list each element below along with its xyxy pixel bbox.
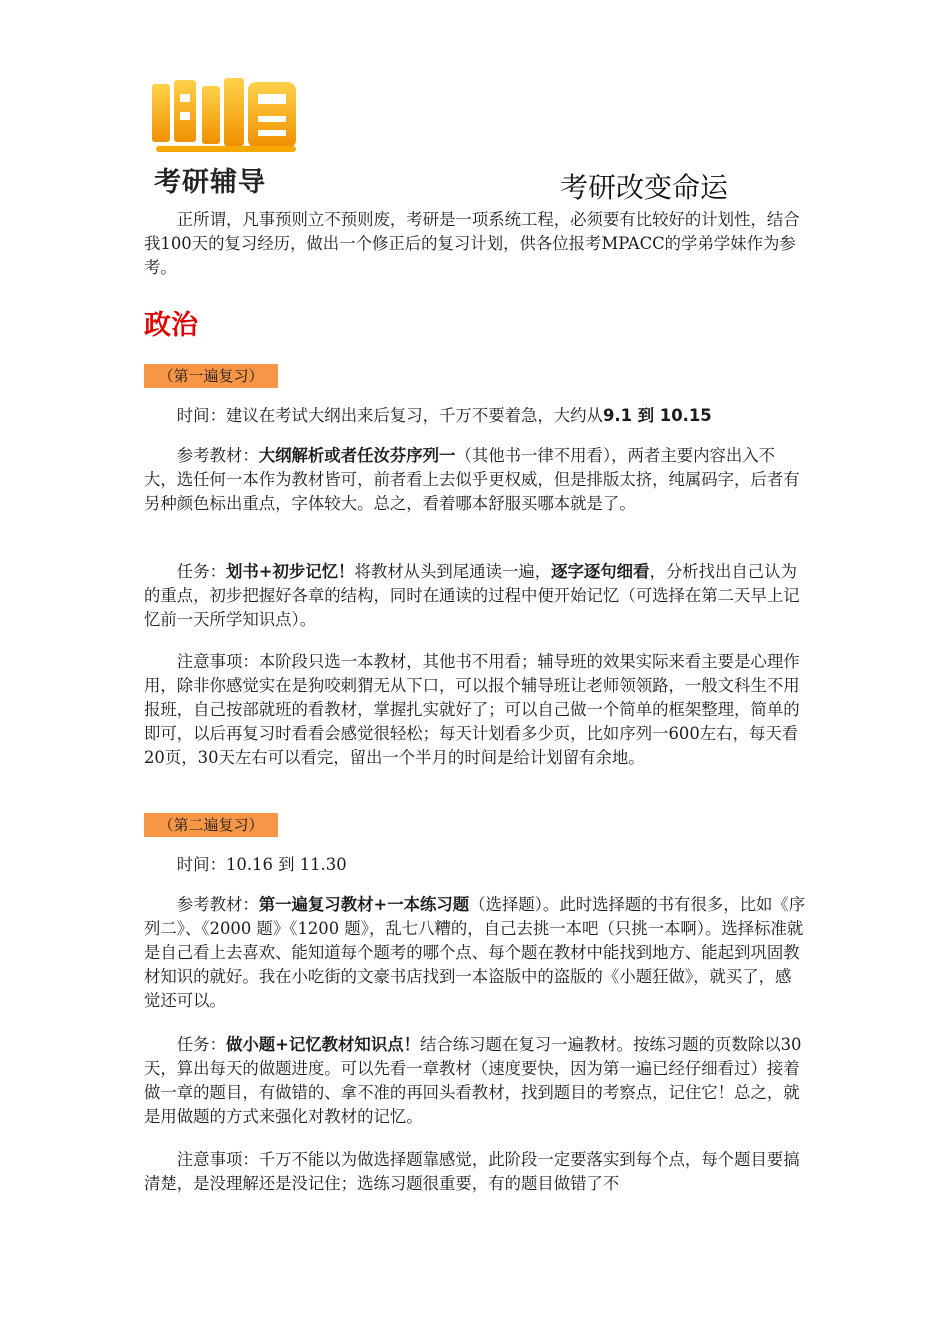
round2-material — [144, 893, 806, 1013]
section-title: 政治 — [144, 310, 198, 341]
round1-label: （第一遍复习） — [144, 364, 278, 388]
round2-task-goal: 做小题+记忆教材知识点！ — [225, 1035, 420, 1054]
round1-material-label: 参考教材： — [176, 446, 259, 465]
round1-task-goal: 划书+初步记忆！ — [225, 562, 355, 581]
round1-time — [144, 404, 806, 428]
kaicheng-logo-mark-icon — [150, 76, 300, 158]
round1-material-desc: （其他书一律不用看），两者主要内容出入不大，选任何一本作为教材皆可，前者看上去似乎更权威，但是排版太挤，纯属码字，后者有另种颜色标出重点，字体较大。总之，看着哪本舒服买哪本就是了。 — [144, 446, 800, 513]
round2-task — [144, 1033, 806, 1129]
slogan: 考研改变命运 — [560, 171, 729, 204]
intro-paragraph: 正所谓，凡事预则立不预则废，考研是一项系统工程，必须要有比较好的计划性，结合我100天的复习经历，做出一个修正后的复习计划，供各位报考MPACC的学弟学妹作为参考。 — [144, 210, 800, 277]
round1-material-books: 大纲解析或者任汝芬序列一 — [258, 446, 456, 465]
round2-task-desc: 结合练习题在复习一遍教材。按练习题的页数除以30天，算出每天的做题进度。可以先看一章教材（速度要快，因为第一遍已经仔细看过）接着做一章的题目，有做错的、拿不准的再回头看教材，找到题目的考察点，记住它！总之，就是用做题的方式来强化对教材的记忆。 — [144, 1035, 802, 1126]
round2-label: （第二遍复习） — [144, 813, 278, 837]
kaicheng-logo — [150, 76, 300, 198]
round2-task-label: 任务： — [176, 1035, 226, 1054]
round2-time: 时间：10.16 到 11.30 — [176, 855, 347, 874]
round1-material — [144, 444, 806, 516]
round1-time-range: 9.1 到 10.15 — [602, 406, 712, 425]
round2-material-label: 参考教材： — [176, 895, 259, 914]
round1-task-label: 任务： — [176, 562, 226, 581]
round2-note: 注意事项：千万不能以为做选择题靠感觉，此阶段一定要落实到每个点，每个题目要搞清楚，是没理解还是没记住；选练习题很重要，有的题目做错了不 — [144, 1150, 800, 1193]
round2-material-desc: （选择题）。此时选择题的书有很多，比如《序列二》、《2000 题》《1200 题》，乱七八糟的，自己去挑一本吧（只挑一本啊）。选择标准就是自己看上去喜欢、能知道每个题考的哪个点、每个题在教材中能找到地方、能起到巩固教材知识的就好。我在小吃街的文豪书店找到一本盗版中的盗版的《小题狂做》，就买了，感觉还可以。 — [144, 895, 806, 1010]
round1-task — [144, 560, 806, 632]
round1-note: 注意事项：本阶段只选一本教材，其他书不用看；辅导班的效果实际来看主要是心理作用，除非你感觉实在是狗咬刺猬无从下口，可以报个辅导班让老师领领路，一般文科生不用报班，自己按部就班的看教材，掌握扎实就好了；可以自己做一个简单的框架整理，简单的即可，以后再复习时看看会感觉很轻松；每天计划看多少页，比如序列一600左右，每天看20页，30天左右可以看完，留出一个半月的时间是给计划留有余地。 — [144, 652, 800, 767]
round1-task-emphasis: 逐字逐句细看 — [551, 562, 650, 581]
round2-material-books: 第一遍复习教材+一本练习题 — [258, 895, 470, 914]
round1-task-desc-rest: ，分析找出自己认为的重点，初步把握好各章的结构，同时在通读的过程中便开始记忆（可选择在第二天早上记忆前一天所学知识点）。 — [144, 562, 800, 629]
round1-task-desc: 将教材从头到尾通读一遍， — [354, 562, 552, 581]
round1-time-text: 时间：建议在考试大纲出来后复习，千万不要着急，大约从 — [176, 406, 603, 425]
logo-caption: 考研辅导 — [154, 167, 266, 198]
